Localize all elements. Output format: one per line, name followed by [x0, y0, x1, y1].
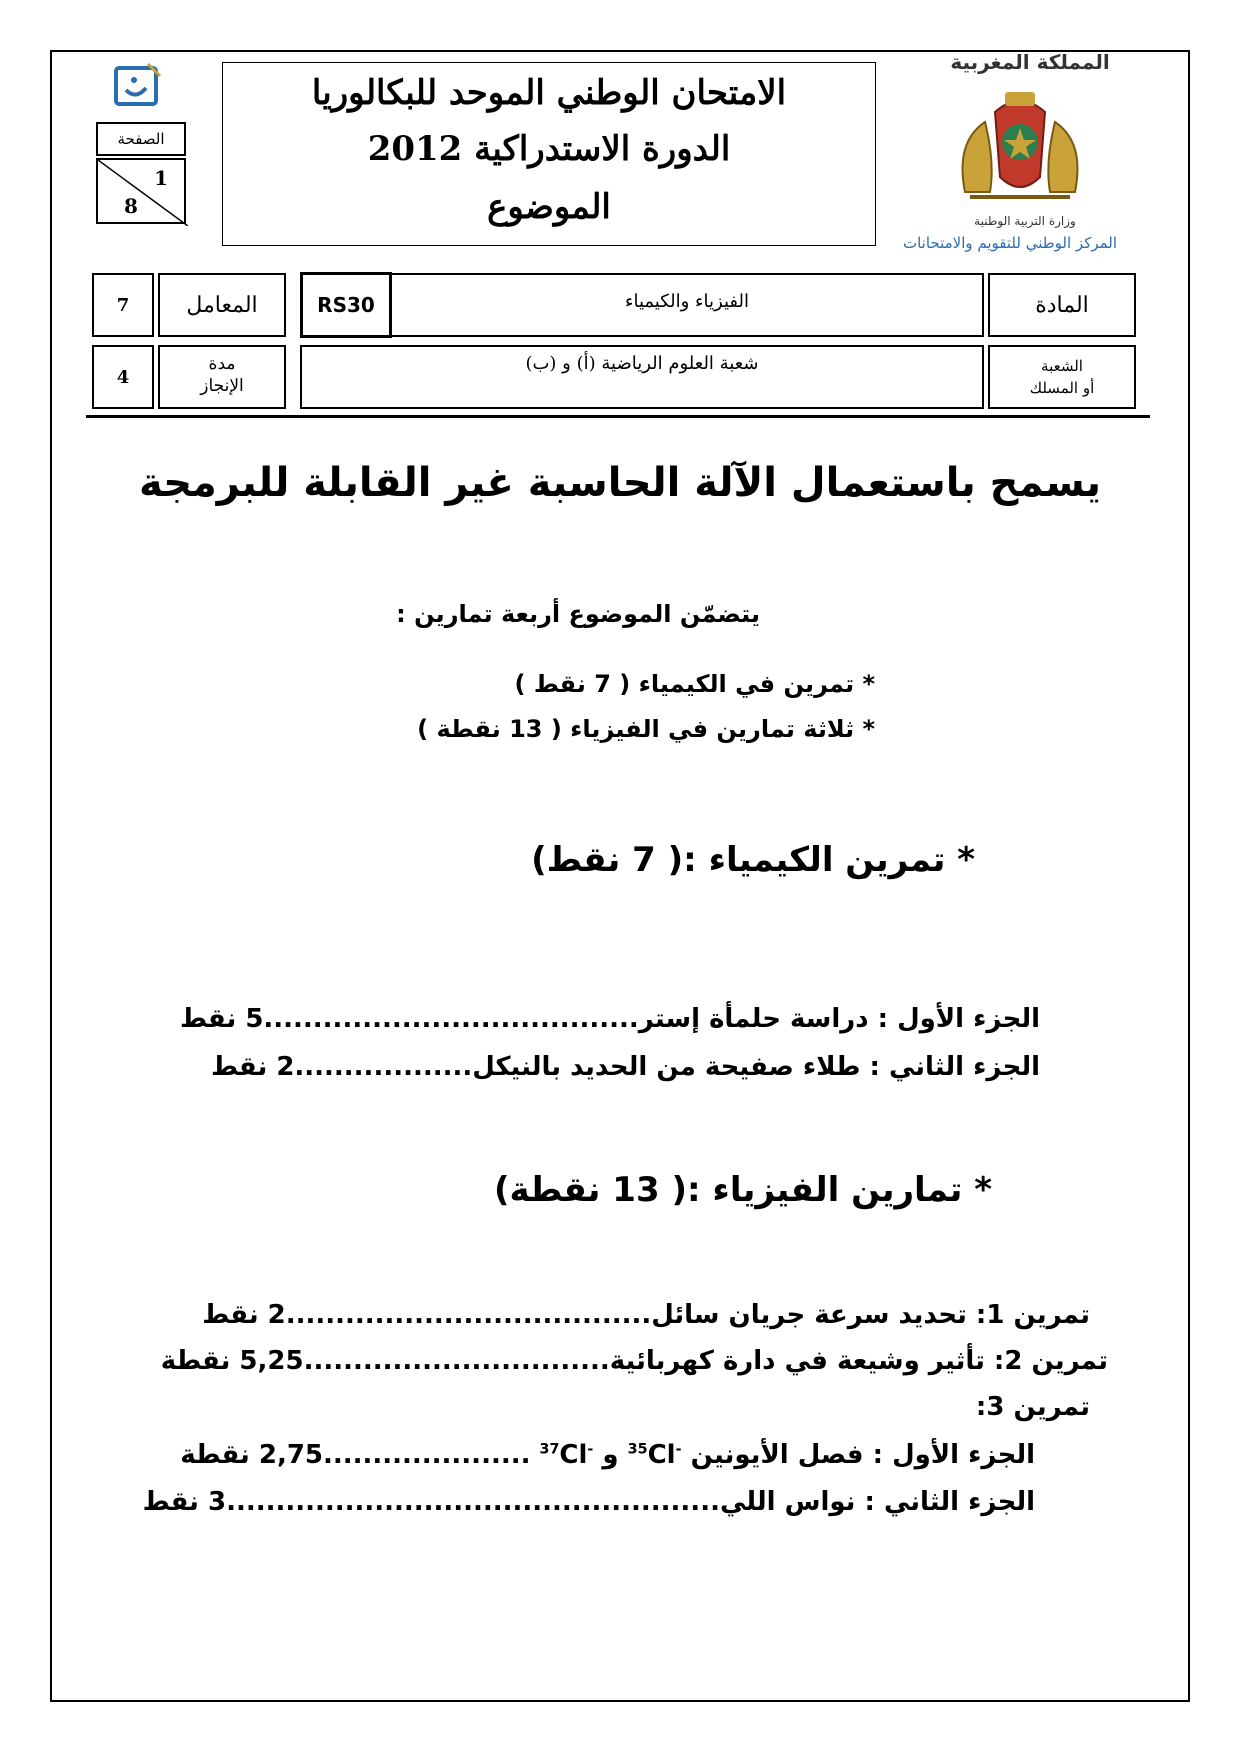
- calculator-note: يسمح باستعمال الآلة الحاسبة غير القابلة للبرمجة: [138, 460, 1102, 506]
- exercise3-part1-prefix: الجزء الأول : فصل الأيونين: [690, 1440, 1035, 1470]
- center-logo: [112, 60, 166, 108]
- subject-value: الفيزياء والكيمياء: [390, 273, 984, 337]
- subject-label: المادة: [988, 273, 1136, 337]
- physics-exercise1: تمرين 1: تحديد سرعة جريان سائل.....................................2 نقط: [202, 1300, 1090, 1330]
- physics-exercise3: تمرين 3:: [975, 1392, 1090, 1422]
- conjunction: و: [602, 1440, 619, 1470]
- branch-label-line2: أو المسلك: [1029, 379, 1095, 397]
- page-divider: [98, 160, 188, 226]
- exam-title: الامتحان الوطني الموحد للبكالوريا: [311, 73, 787, 113]
- page-total: 8: [124, 194, 138, 218]
- branch-label-line1: الشعبة: [1041, 357, 1083, 375]
- exam-title-box: [222, 62, 876, 246]
- summary-chemistry: * تمرين في الكيمياء ( 7 نقط ): [514, 670, 875, 698]
- branch-label: [988, 345, 1136, 409]
- subject-code: RS30: [300, 272, 392, 338]
- header-divider: [86, 415, 1150, 418]
- physics-exercise3-part1: [180, 1440, 1035, 1470]
- page-current: 1: [154, 166, 168, 190]
- ion-chlorine-37: $^{37}$Cl-: [539, 1440, 594, 1470]
- coat-of-arms: [945, 82, 1095, 212]
- kingdom-name: المملكة المغربية: [950, 50, 1110, 74]
- duration-value: 4: [92, 345, 154, 409]
- coefficient-value: 7: [92, 273, 154, 337]
- page-label: الصفحة: [96, 122, 186, 156]
- duration-label-line1: مدة: [208, 354, 236, 374]
- coat-of-arms-icon: [945, 82, 1095, 212]
- chemistry-part1: الجزء الأول : دراسة حلمأة إستر......................................5 نقط: [179, 1004, 1040, 1034]
- evaluation-center-name: المركز الوطني للتقويم والامتحانات: [902, 234, 1118, 252]
- duration-label-line2: الإنجاز: [200, 376, 244, 396]
- physics-heading: * تمارين الفيزياء :( 13 نقطة): [493, 1170, 992, 1210]
- coefficient-label: المعامل: [158, 273, 286, 337]
- logo-icon: [112, 60, 166, 108]
- ministry-name: وزارة التربية الوطنية: [974, 214, 1076, 228]
- intro-text: يتضمّن الموضوع أربعة تمارين :: [396, 600, 760, 628]
- branch-value: شعبة العلوم الرياضية (أ) و (ب): [300, 345, 984, 409]
- subject-heading: الموضوع: [487, 187, 611, 227]
- summary-physics: * ثلاثة تمارين في الفيزياء ( 13 نقطة ): [417, 715, 875, 743]
- session-title: الدورة الاستدراكية 2012: [367, 129, 731, 169]
- physics-exercise2: تمرين 2: تأثير وشيعة في دارة كهربائية...............................5,25 نقطة: [160, 1346, 1108, 1376]
- chemistry-heading: * تمرين الكيمياء :( 7 نقط): [531, 840, 975, 880]
- exercise3-part1-points: .....................2,75 نقطة: [180, 1440, 531, 1470]
- duration-label: [158, 345, 286, 409]
- page-number-box: [96, 158, 186, 224]
- chemistry-part2: الجزء الثاني : طلاء صفيحة من الحديد بالنيكل..................2 نقط: [210, 1052, 1040, 1082]
- physics-exercise3-part2: الجزء الثاني : نواس اللي..................................................3 نقط: [142, 1487, 1035, 1517]
- ion-chlorine-35: $^{35}$Cl-: [627, 1440, 682, 1470]
